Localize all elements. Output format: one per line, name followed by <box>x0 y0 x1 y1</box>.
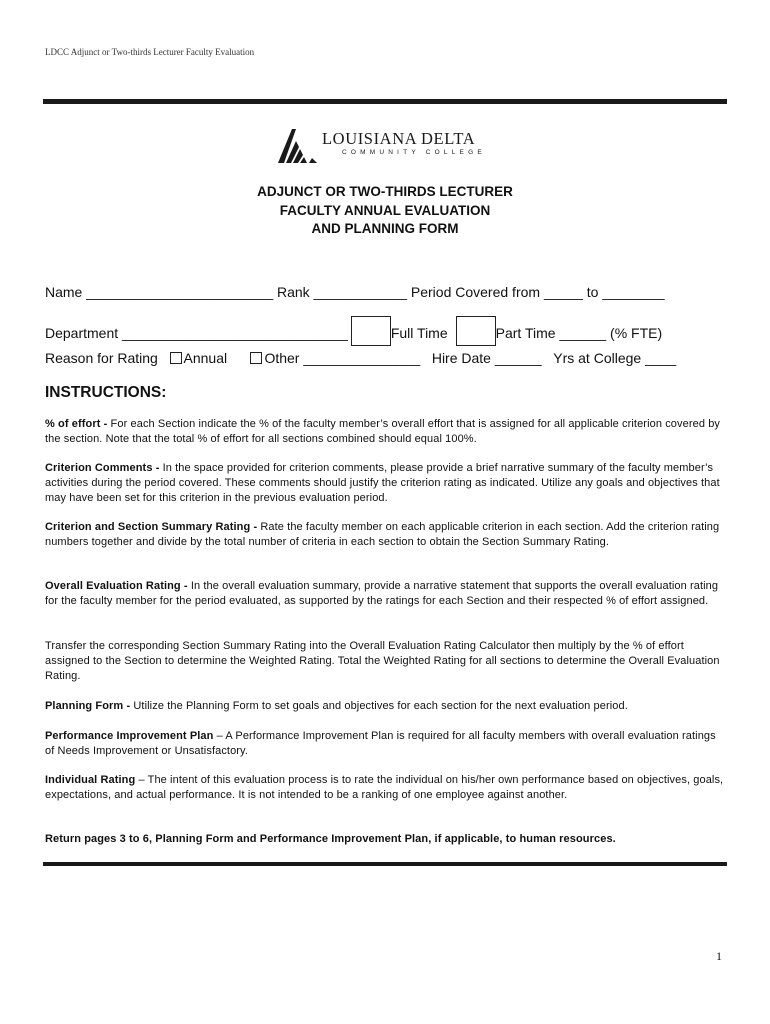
full-time-label: Full Time <box>390 325 448 341</box>
summary-label: Criterion and Section Summary Rating - <box>45 521 258 533</box>
name-rank-period-row[interactable]: Name ________________________ Rank ____________ Period Covered from _____ to ________ <box>45 284 665 300</box>
return-paragraph: Return pages 3 to 6, Planning Form and Performance Improvement Plan, if applicable, to human resources. <box>45 833 616 845</box>
annual-label: Annual <box>183 350 228 366</box>
part-time-field[interactable]: Part Time ______ (% FTE) <box>495 325 663 341</box>
pip-text: – A Performance Improvement Plan is required for all faculty members with overall evaluation ratings of Needs Improvement or Unsatisfactory. <box>45 730 716 757</box>
criterion-text: In the space provided for criterion comments, please provide a brief narrative summary of the faculty member’s activities during the period covered. These comments should justify the criterion rating as indicated. Utilize any goals and objectives that may have been set for this criterion in the previous evaluation period. <box>45 462 720 504</box>
criterion-label: Criterion Comments - <box>45 462 160 474</box>
reason-row <box>45 350 676 366</box>
form-title <box>0 183 770 239</box>
individual-label: Individual Rating <box>45 774 136 786</box>
delta-logo-icon <box>276 127 320 165</box>
college-logo <box>276 127 506 167</box>
yrs-at-college-field[interactable]: Yrs at College ____ <box>553 350 677 366</box>
summary-paragraph <box>45 520 727 550</box>
logo-name: LOUISIANA DELTA <box>322 129 476 148</box>
planning-text: Utilize the Planning Form to set goals and objectives for each section for the next evaluation period. <box>130 700 628 712</box>
bottom-rule <box>43 862 727 866</box>
top-rule <box>43 99 727 104</box>
overall-label: Overall Evaluation Rating - <box>45 580 188 592</box>
instructions-heading: INSTRUCTIONS: <box>45 384 167 401</box>
other-checkbox[interactable] <box>250 352 262 364</box>
effort-label: % of effort - <box>45 418 108 430</box>
title-line-1: ADJUNCT OR TWO-THIRDS LECTURER <box>257 184 513 199</box>
annual-checkbox[interactable] <box>170 352 182 364</box>
department-row <box>45 316 662 346</box>
overall-paragraph <box>45 579 727 609</box>
hire-date-field[interactable]: Hire Date ______ <box>431 350 542 366</box>
effort-paragraph <box>45 417 727 447</box>
individual-text: – The intent of this evaluation process is to rate the individual on his/her own performance based on objectives, goals, expectations, and actual performance. It is not intended to be a ranking of one employee against another. <box>45 774 724 801</box>
title-line-3: AND PLANNING FORM <box>311 221 459 236</box>
individual-paragraph <box>45 773 727 803</box>
page-number: 1 <box>716 949 722 963</box>
reason-label: Reason for Rating <box>45 350 158 366</box>
logo-subtitle: COMMUNITY COLLEGE <box>342 149 486 156</box>
other-field[interactable]: Other _______________ <box>264 350 421 366</box>
pip-paragraph <box>45 729 727 759</box>
pip-label: Performance Improvement Plan <box>45 730 214 742</box>
criterion-paragraph <box>45 461 727 505</box>
transfer-paragraph: Transfer the corresponding Section Summary Rating into the Overall Evaluation Rating Calculator then multiply by the % of effort assigned to the Section to determine the Weighted Rating. Total the Weighted Rating for all sections to determine the Overall Evaluation Rating. <box>45 640 720 682</box>
department-field[interactable]: Department _____________________________ <box>45 325 348 341</box>
effort-text: For each Section indicate the % of the faculty member’s overall effort that is assigned for all applicable criterion covered by the section. Note that the total % of effort for all sections combined should equal 100%. <box>45 418 721 445</box>
part-time-checkbox[interactable] <box>456 316 496 346</box>
summary-text: Rate the faculty member on each applicable criterion in each section. Add the criterion rating numbers together and divide by the total number of criteria in each section to obtain the Section Summary Rating. <box>45 521 720 548</box>
title-line-2: FACULTY ANNUAL EVALUATION <box>279 202 491 218</box>
planning-label: Planning Form - <box>45 700 131 712</box>
planning-paragraph <box>45 699 727 714</box>
full-time-checkbox[interactable] <box>351 316 391 346</box>
overall-text: In the overall evaluation summary, provide a narrative statement that supports the overall evaluation rating for the faculty member for the period evaluated, as supported by the ratings for each Section and their respected % of effort assigned. <box>45 580 719 607</box>
running-header: LDCC Adjunct or Two-thirds Lecturer Faculty Evaluation <box>45 47 255 57</box>
